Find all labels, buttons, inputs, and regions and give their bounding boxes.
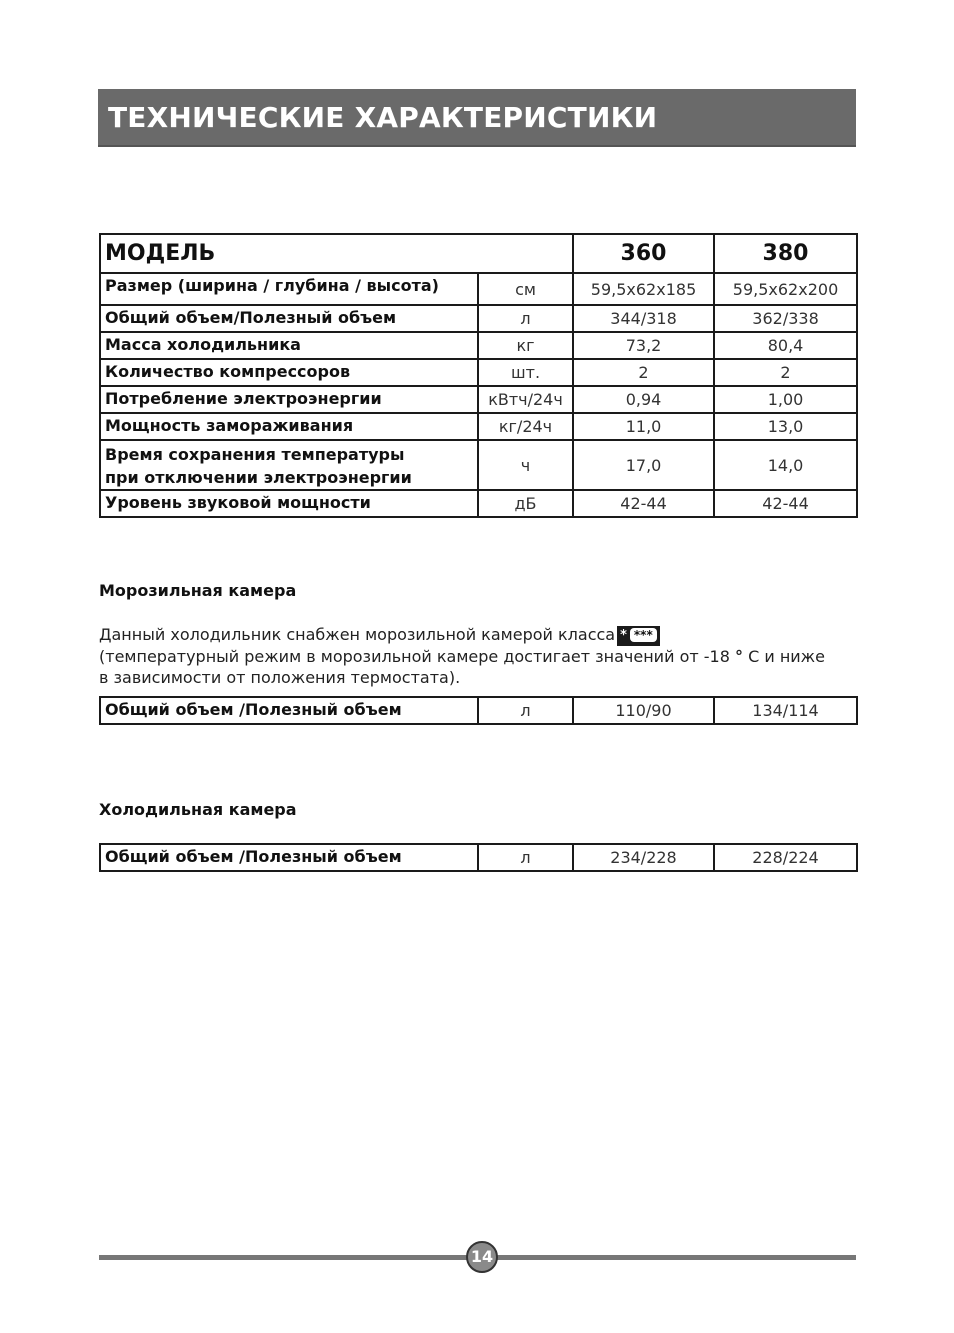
unit-cell: л (478, 305, 573, 332)
table-row (100, 273, 857, 305)
unit-cell: шт. (478, 359, 573, 386)
value-cell: 80,4 (714, 332, 857, 359)
freezer-text-line-2a: (температурный режим в морозильной камере достигает значений от -18 (99, 646, 730, 666)
table-header-row (100, 234, 857, 273)
stars-icon: *** (630, 628, 657, 642)
value-cell: 59,5x62x185 (573, 273, 714, 305)
freezer-section-title: Морозильная камера (99, 581, 297, 600)
value-cell: 59,5x62x200 (714, 273, 857, 305)
value-cell: 2 (573, 359, 714, 386)
unit-cell: кг/24ч (478, 413, 573, 440)
page-title: ТЕХНИЧЕСКИЕ ХАРАКТЕРИСТИКИ (108, 101, 658, 134)
param-label: Масса холодильника (100, 332, 478, 359)
param-label (100, 440, 478, 490)
fridge-section-title: Холодильная камера (99, 800, 297, 819)
unit-cell: см (478, 273, 573, 305)
table-row (100, 844, 857, 871)
value-cell: 42-44 (714, 490, 857, 517)
param-line-1: Время сохранения температуры (105, 445, 405, 464)
table-row (100, 440, 857, 490)
page-number: 14 (466, 1241, 498, 1273)
table-row (100, 386, 857, 413)
freezer-text-line-1: Данный холодильник снабжен морозильной камерой класса (99, 625, 616, 644)
fridge-table (99, 843, 858, 872)
unit-cell: л (478, 697, 573, 724)
freezer-class-badge (617, 626, 660, 646)
value-cell: 17,0 (573, 440, 714, 490)
table-row (100, 413, 857, 440)
table-row (100, 359, 857, 386)
param-label: Потребление электроэнергии (100, 386, 478, 413)
model-380: 380 (714, 234, 857, 273)
value-cell: 0,94 (573, 386, 714, 413)
value-cell: 2 (714, 359, 857, 386)
param-label: Размер (ширина / глубина / высота) (100, 273, 478, 305)
value-cell: 344/318 (573, 305, 714, 332)
param-label: Количество компрессоров (100, 359, 478, 386)
freezer-text-line-3: в зависимости от положения термостата). (99, 667, 461, 687)
freezer-text-line-2b: С и ниже (748, 646, 825, 666)
page-header (98, 89, 856, 147)
degree-symbol: ° (734, 646, 743, 666)
value-cell: 234/228 (573, 844, 714, 871)
value-cell: 134/114 (714, 697, 857, 724)
value-cell: 42-44 (573, 490, 714, 517)
value-cell: 13,0 (714, 413, 857, 440)
model-label: МОДЕЛЬ (100, 234, 573, 273)
value-cell: 228/224 (714, 844, 857, 871)
table-row (100, 332, 857, 359)
param-label: Общий объем/Полезный объем (100, 305, 478, 332)
unit-cell: дБ (478, 490, 573, 517)
unit-cell: ч (478, 440, 573, 490)
unit-cell: кВтч/24ч (478, 386, 573, 413)
param-label: Уровень звуковой мощности (100, 490, 478, 517)
param-label: Общий объем /Полезный объем (100, 844, 478, 871)
table-row (100, 490, 857, 517)
spec-table (99, 233, 858, 518)
model-360: 360 (573, 234, 714, 273)
param-label: Общий объем /Полезный объем (100, 697, 478, 724)
unit-cell: л (478, 844, 573, 871)
param-line-2: при отключении электроэнергии (105, 468, 412, 487)
table-row (100, 697, 857, 724)
value-cell: 14,0 (714, 440, 857, 490)
param-label: Мощность замораживания (100, 413, 478, 440)
value-cell: 362/338 (714, 305, 857, 332)
star-icon: * (620, 627, 627, 643)
value-cell: 73,2 (573, 332, 714, 359)
value-cell: 1,00 (714, 386, 857, 413)
value-cell: 11,0 (573, 413, 714, 440)
value-cell: 110/90 (573, 697, 714, 724)
unit-cell: кг (478, 332, 573, 359)
freezer-description (99, 624, 859, 688)
table-row (100, 305, 857, 332)
freezer-table (99, 696, 858, 725)
